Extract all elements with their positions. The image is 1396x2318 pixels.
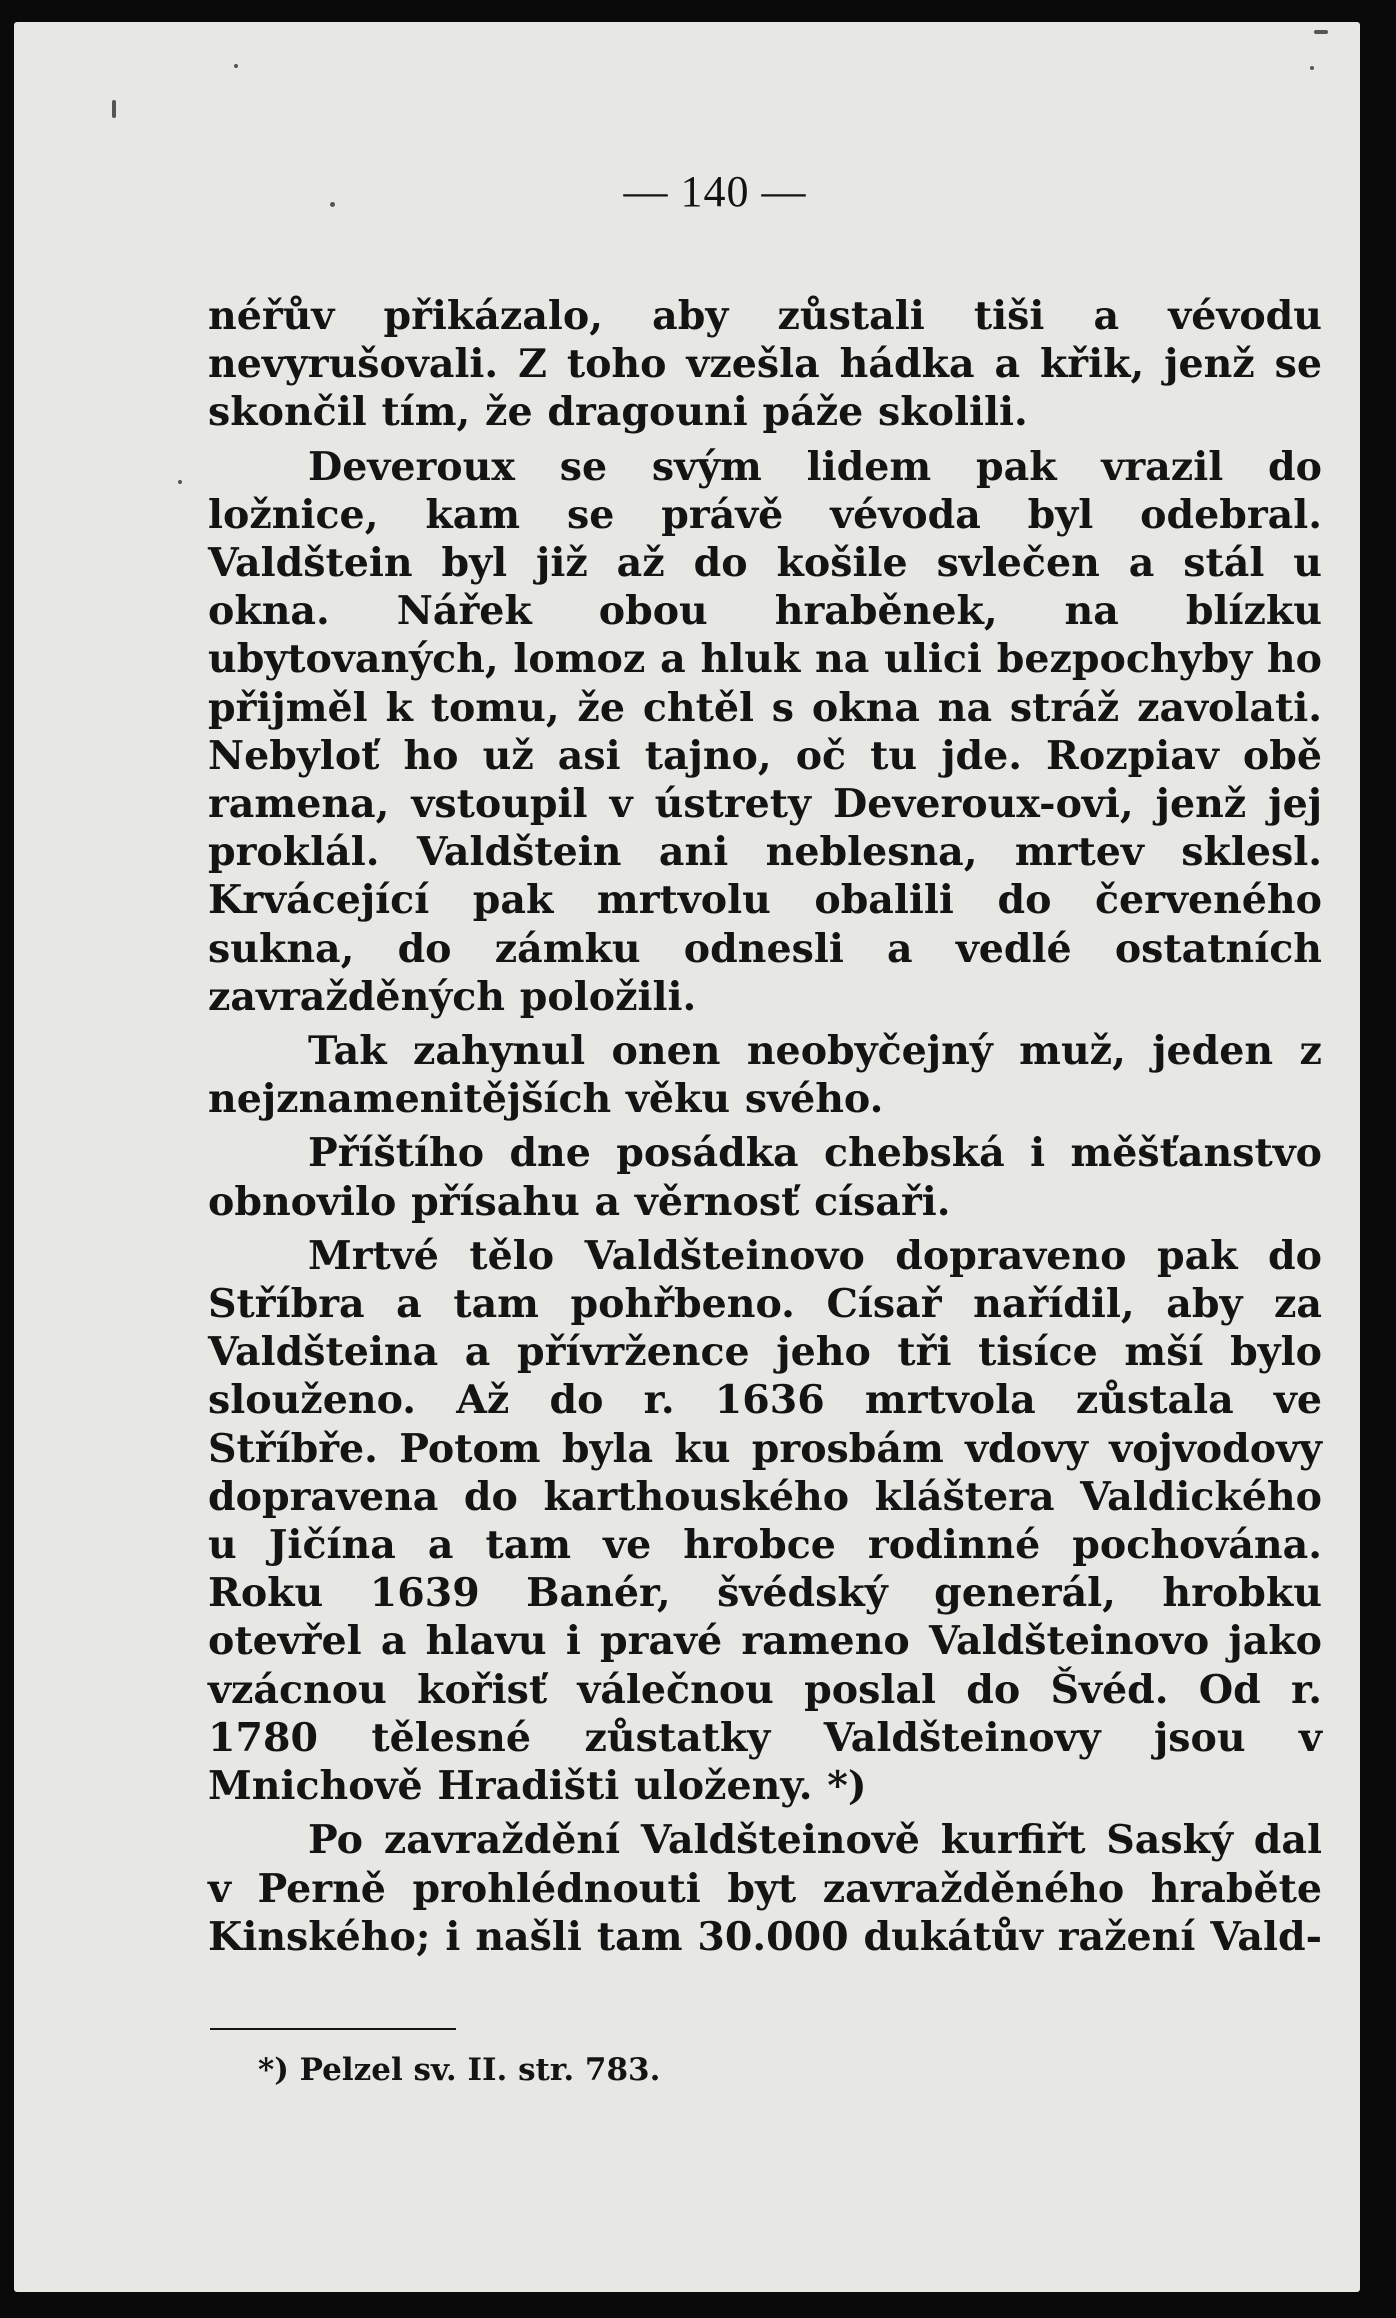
paragraph: Tak zahynul onen neobyčejný muž, jeden z nejznamenitějších věku svého. (208, 1028, 1322, 1123)
paragraph: Mrtvé tělo Valdšteinovo dopraveno pak do Stříbra a tam pohřbeno. Císař nařídil, aby za Valdšteina a přívržence jeho tři tisíce mší bylo slouženo. Až do r. 1636 mrtvola zůstala ve Stříbře. Potom byla ku prosbám vdovy vojvodovy dopravena do karthouského kláštera Valdického u Jičína a tam ve hrobce rodinné pochována. Roku 1639 Banér, švédský generál, hrobku otevřel a hlavu i pravé rameno Valdšteinovo jako vzácnou kořisť válečnou poslal do Švéd. Od r. 1780 tělesné zůstatky Valdšteinovy jsou v Mnichově Hradišti uloženy. *) (208, 1232, 1322, 1810)
paragraph: Po zavraždění Valdšteinově kurfiřt Saský dal v Perně prohlédnouti byt zavražděného hraběte Kinského; i našli tam 30.000 dukátův ražení Vald- (208, 1817, 1322, 1960)
footnote-divider (210, 2028, 456, 2030)
paragraph: néřův přikázalo, aby zůstali tiši a vévodu nevyrušovali. Z toho vzešla hádka a křik, jenž se skončil tím, že dragouni páže skolili. (208, 293, 1322, 436)
scan-speck (1314, 30, 1328, 34)
body-text (208, 292, 1322, 1961)
scan-speck (1310, 66, 1314, 70)
footnote: *) Pelzel sv. II. str. 783. (258, 2052, 661, 2088)
paragraph: Příštího dne posádka chebská i měšťanstvo obnovilo přísahu a věrnosť císaři. (208, 1130, 1322, 1225)
page-number: — 140 — (623, 167, 807, 216)
paragraph: Deveroux se svým lidem pak vrazil do ložnice, kam se právě vévoda byl odebral. Valdštein byl již až do košile svlečen a stál u okna. Nářek obou hraběnek, na blízku ubytovaných, lomoz a hluk na ulici bezpochyby ho přijměl k tomu, že chtěl s okna na stráž zavolati. Nebyloť ho už asi tajno, oč tu jde. Rozpiav obě ramena, vstoupil v ústrety Deveroux-ovi, jenž jej proklál. Valdštein ani neblesna, mrtev sklesl. Krvácející pak mrtvolu obalili do červeného sukna, do zámku odnesli a vedlé ostatních zavražděných položili. (208, 443, 1322, 1020)
scan-speck (112, 100, 116, 118)
scan-speck (178, 480, 182, 484)
scan-speck (234, 64, 238, 68)
